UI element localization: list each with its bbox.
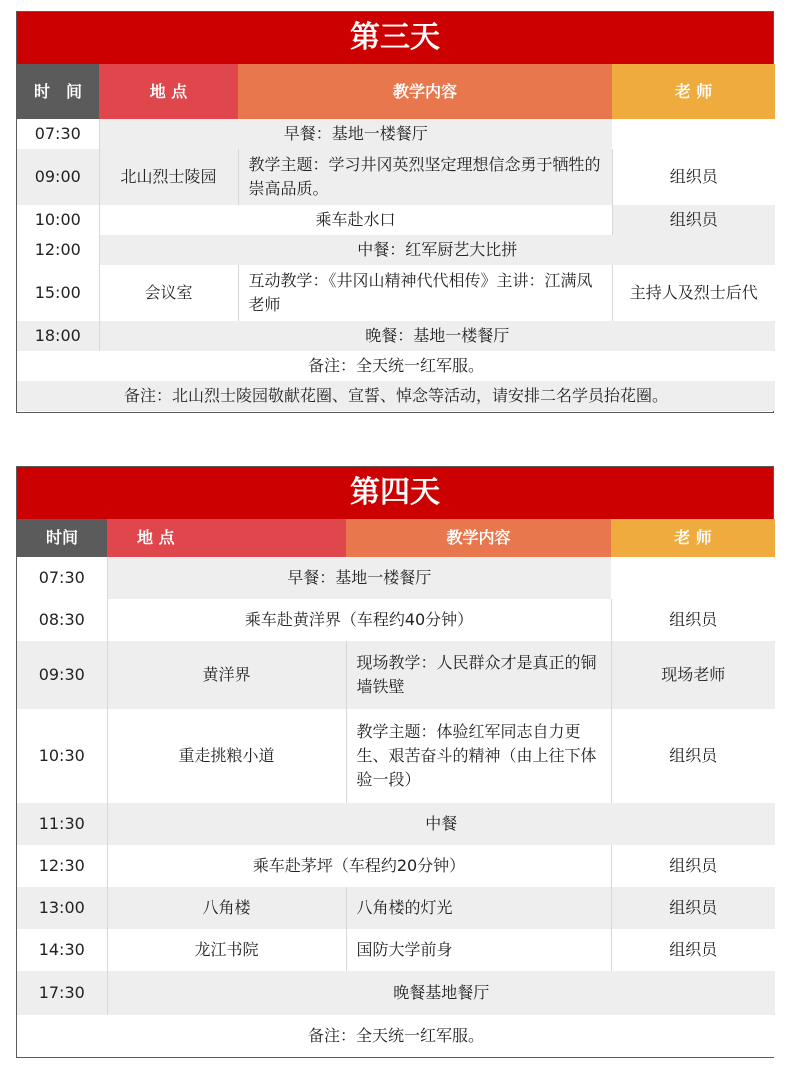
day3-title: 第三天 — [17, 12, 773, 64]
day4-header-row — [17, 519, 775, 557]
row-time: 10:00 — [17, 205, 99, 235]
table-row — [17, 709, 775, 803]
note-text: 备注：北山烈士陵园敬献花圈、宣誓、悼念等活动，请安排二名学员抬花圈。 — [17, 381, 775, 411]
row-teacher: 主持人及烈士后代 — [612, 265, 775, 321]
table-row — [17, 119, 775, 149]
note-row — [17, 351, 775, 381]
header-teacher: 老 师 — [611, 519, 775, 557]
header-time: 时 间 — [17, 64, 99, 119]
row-location: 八角楼 — [107, 887, 346, 929]
row-location: 黄洋界 — [107, 641, 346, 709]
row-time: 13:00 — [17, 887, 107, 929]
row-time: 09:00 — [17, 149, 99, 205]
row-location: 重走挑粮小道 — [107, 709, 346, 803]
row-content: 国防大学前身 — [346, 929, 611, 971]
day4-table — [17, 519, 775, 1057]
row-time: 07:30 — [17, 119, 99, 149]
table-row — [17, 557, 775, 599]
table-row — [17, 599, 775, 641]
row-content: 现场教学：人民群众才是真正的铜墙铁壁 — [346, 641, 611, 709]
row-teacher: 组织员 — [612, 149, 775, 205]
header-location: 地 点 — [107, 519, 346, 557]
row-content: 八角楼的灯光 — [346, 887, 611, 929]
row-location: 龙江书院 — [107, 929, 346, 971]
row-content: 教学主题：体验红军同志自力更生、艰苦奋斗的精神（由上往下体验一段） — [346, 709, 611, 803]
table-row — [17, 205, 775, 235]
row-teacher: 组织员 — [611, 599, 775, 641]
row-time: 08:30 — [17, 599, 107, 641]
day3-header-row — [17, 64, 775, 119]
row-activity: 早餐：基地一楼餐厅 — [107, 557, 611, 599]
row-location: 北山烈士陵园 — [99, 149, 238, 205]
table-row — [17, 235, 775, 265]
table-row — [17, 845, 775, 887]
row-time: 11:30 — [17, 803, 107, 845]
row-teacher — [611, 557, 775, 599]
day4-schedule — [16, 466, 774, 1058]
row-time: 15:00 — [17, 265, 99, 321]
row-time: 14:30 — [17, 929, 107, 971]
row-content: 教学主题：学习井冈英烈坚定理想信念勇于牺牲的崇高品质。 — [238, 149, 612, 205]
table-row — [17, 321, 775, 351]
note-row — [17, 1015, 775, 1057]
day3-schedule — [16, 11, 774, 413]
row-teacher: 组织员 — [611, 709, 775, 803]
header-time: 时间 — [17, 519, 107, 557]
header-teacher: 老 师 — [612, 64, 775, 119]
row-time: 12:30 — [17, 845, 107, 887]
row-activity: 中餐 — [107, 803, 775, 845]
row-time: 12:00 — [17, 235, 99, 265]
row-activity: 乘车赴黄洋界（车程约40分钟） — [107, 599, 611, 641]
row-time: 18:00 — [17, 321, 99, 351]
header-location: 地 点 — [99, 64, 238, 119]
row-content: 互动教学：《井冈山精神代代相传》主讲：江满凤老师 — [238, 265, 612, 321]
row-teacher: 组织员 — [612, 205, 775, 235]
row-time: 17:30 — [17, 971, 107, 1015]
day3-table — [17, 64, 775, 411]
row-activity: 乘车赴水口 — [99, 205, 612, 235]
note-text: 备注：全天统一红军服。 — [17, 351, 775, 381]
row-teacher: 组织员 — [611, 845, 775, 887]
row-time: 07:30 — [17, 557, 107, 599]
table-row — [17, 803, 775, 845]
row-teacher: 现场老师 — [611, 641, 775, 709]
header-content: 教学内容 — [346, 519, 611, 557]
row-activity: 乘车赴茅坪（车程约20分钟） — [107, 845, 611, 887]
row-teacher: 组织员 — [611, 929, 775, 971]
table-row — [17, 887, 775, 929]
note-text: 备注：全天统一红军服。 — [17, 1015, 775, 1057]
row-activity: 晚餐基地餐厅 — [107, 971, 775, 1015]
note-row — [17, 381, 775, 411]
row-activity: 早餐：基地一楼餐厅 — [99, 119, 612, 149]
table-row — [17, 265, 775, 321]
row-location: 会议室 — [99, 265, 238, 321]
table-row — [17, 971, 775, 1015]
table-row — [17, 641, 775, 709]
row-teacher — [612, 119, 775, 149]
row-activity: 中餐：红军厨艺大比拼 — [99, 235, 775, 265]
row-teacher: 组织员 — [611, 887, 775, 929]
table-row — [17, 149, 775, 205]
row-activity: 晚餐：基地一楼餐厅 — [99, 321, 775, 351]
day4-title: 第四天 — [17, 467, 773, 519]
row-time: 09:30 — [17, 641, 107, 709]
table-row — [17, 929, 775, 971]
header-content: 教学内容 — [238, 64, 612, 119]
row-time: 10:30 — [17, 709, 107, 803]
